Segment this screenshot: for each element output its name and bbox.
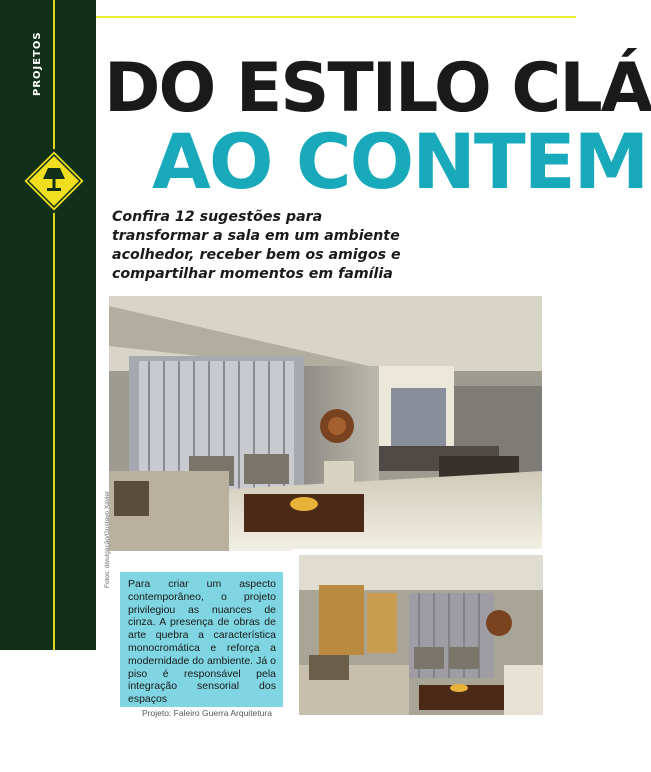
lamp-icon [21,148,87,214]
project-credit: Projeto: Faleiro Guerra Arquitetura [142,708,272,718]
second-room-photo [299,555,543,715]
living-room-photo [109,296,542,551]
top-rule [96,16,576,18]
section-label: PROJETOS [32,31,43,96]
sidebar-accent-line [53,0,55,650]
photo-credit: Fotos: divulgação/Gustavo Xavier [104,490,111,588]
sidebar [0,0,96,650]
headline-line-1: DO ESTILO CLÁ [104,49,651,128]
photo-caption: Para criar um aspecto contemporâneo, o projeto privilegiou as nuances de cinza. A presença de obras de arte quebra a característica monocromática e reforça a modernidade do ambiente. Já o piso é responsável pela integração sensorial dos espaços [128,578,276,706]
headline-line-2: AO CONTEM [152,117,648,206]
article-subtitle: Confira 12 sugestões para transformar a sala em um ambiente acolhedor, receber bem os amigos e compartilhar momentos em família [112,209,401,282]
